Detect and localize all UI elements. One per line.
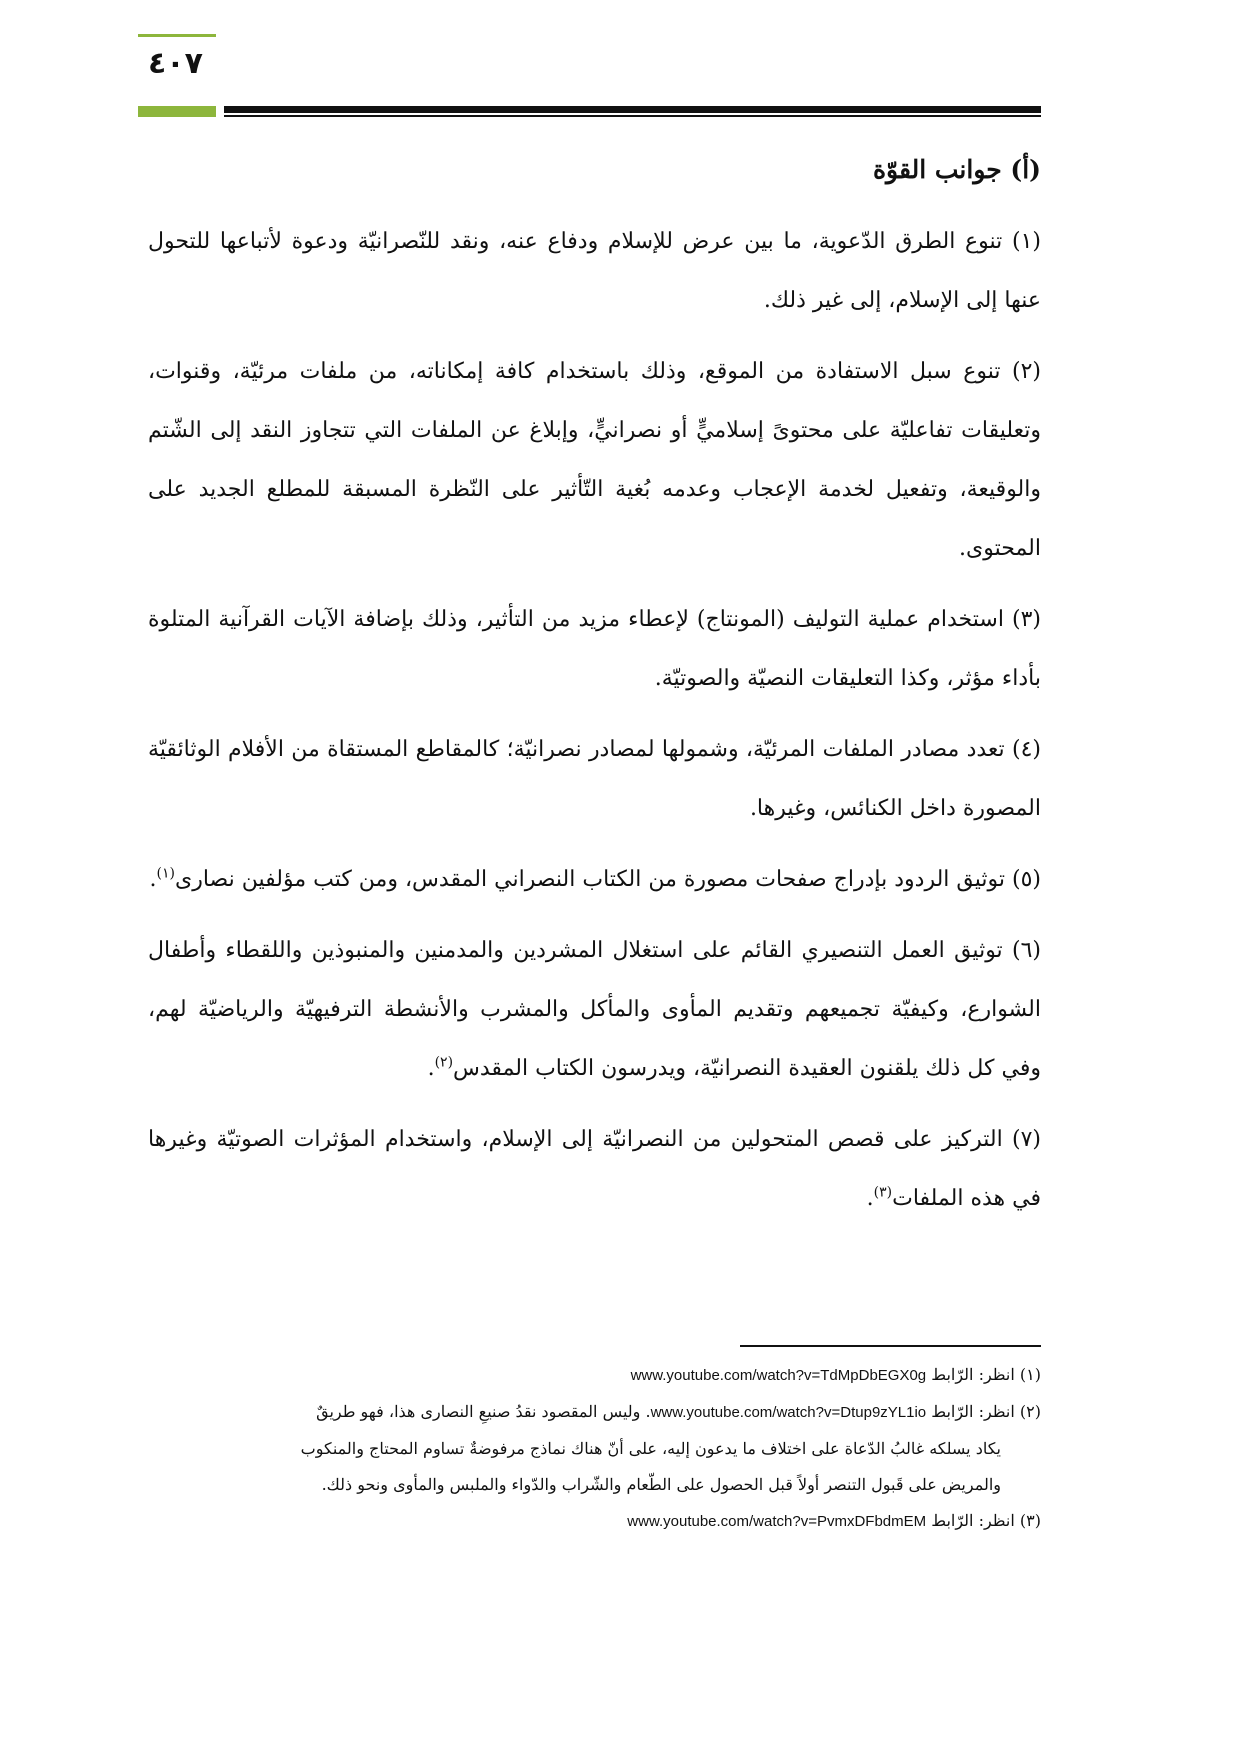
footnote-3 <box>148 1506 1041 1537</box>
footnote-2 <box>148 1397 1041 1428</box>
footnote-2-continued: يكاد يسلكه غالبُ الدّعاة على اختلاف ما يدعون إليه، على أنّ هناك نماذج مرفوضةٌ تساوم المحتاج والمنكوب <box>300 1439 1001 1458</box>
paragraph-3 <box>148 590 1041 708</box>
footnote-lead: انظر: الرّابط <box>931 1365 1015 1384</box>
footnote-1 <box>148 1360 1041 1391</box>
paragraph-text: (٢) تنوع سبل الاستفادة من الموقع، وذلك باستخدام كافة إمكاناته، من ملفات مرئيّة، وقنوات، وتعليقات تفاعليّة على محتوىً إسلاميٍّ أو نصرانيٍّ، وإبلاغ عن الملفات التي تتجاوز النقد إلى الشّتم والوقيعة، وتفعيل لخدمة الإعجاب وعدمه بُغية التّأثير على النّظرة المسبقة للمطلع الجديد على المحتوى. <box>148 359 1041 561</box>
footnote-separator <box>740 1345 1041 1347</box>
footnote-number: (٢) <box>1019 1402 1041 1421</box>
footnote-ref-2[interactable]: (٢) <box>434 1054 454 1071</box>
footnote-lead: انظر: الرّابط <box>931 1511 1015 1530</box>
header-rule-thick <box>224 106 1041 113</box>
header-rule-thin <box>224 115 1041 117</box>
section-heading: (أ) جوانب القوّة <box>872 155 1041 184</box>
footnote-number: (١) <box>1019 1365 1041 1384</box>
footnote-link[interactable]: www.youtube.com/watch?v=PvmxDFbdmEM <box>627 1513 927 1530</box>
paragraph-5: (٥) توثيق الردود بإدراج صفحات مصورة من الكتاب النصراني المقدس، ومن كتب مؤلفين نصارى$^{(١)}$. <box>149 865 1041 892</box>
paragraph-1 <box>148 212 1041 330</box>
page-number: ٤٠٧ <box>148 46 203 81</box>
paragraph-text: (٦) توثيق العمل التنصيري القائم على استغلال المشردين والمدمنين والمنبوذين واللقطاء وأطفال الشوارع، وكيفيّة تجميعهم وتقديم المأوى والمأكل والمشرب والأنشطة الترفيهيّة والرياضيّة لهم، وفي كل ذلك يلقنون العقيدة النصرانيّة، ويدرسون الكتاب المقدس <box>148 938 1041 1081</box>
paragraph-6: (٦) توثيق العمل التنصيري القائم على استغلال المشردين والمدمنين والمنبوذين واللقطاء وأطفال الشوارع، وكيفيّة تجميعهم وتقديم المأوى والمأكل والمشرب والأنشطة الترفيهيّة والرياضيّة لهم، وفي كل ذلك يلقنون العقيدة النصرانيّة، ويدرسون الكتاب المقدس$^{(٢)}$. <box>148 938 1041 1081</box>
paragraph-2 <box>148 342 1041 578</box>
footnote-number: (٣) <box>1019 1511 1041 1530</box>
header-accent-top <box>138 34 216 37</box>
footnote-2-continued: والمريض على قَبول التنصر أولاً قبل الحصول على الطّعام والشّراب والدّواء والملبس والمأوى ونحو ذلك. <box>321 1475 1001 1494</box>
paragraph-7: (٧) التركيز على قصص المتحولين من النصرانيّة إلى الإسلام، واستخدام المؤثرات الصوتيّة وغيرها في هذه الملفات$^{(٣)}$. <box>148 1127 1041 1211</box>
paragraph-text: (٣) استخدام عملية التوليف (المونتاج) لإعطاء مزيد من التأثير، وذلك بإضافة الآيات القرآنية المتلوة بأداء مؤثر، وكذا التعليقات النصيّة والصوتيّة. <box>148 607 1041 691</box>
footnote-link[interactable]: www.youtube.com/watch?v=TdMpDbEGX0g <box>630 1367 927 1384</box>
paragraph-text: (٧) التركيز على قصص المتحولين من النصرانيّة إلى الإسلام، واستخدام المؤثرات الصوتيّة وغيرها في هذه الملفات <box>148 1127 1041 1211</box>
footnote-ref-1[interactable]: (١) <box>156 865 175 882</box>
footnote-lead: انظر: الرّابط <box>931 1402 1015 1421</box>
header-accent-bottom <box>138 106 216 117</box>
footnote-text: . وليس المقصود نقدُ صنيعِ النصارى هذا، فهو طريقٌ <box>316 1402 651 1421</box>
paragraph-text: (١) تنوع الطرق الدّعوية، ما بين عرض للإسلام ودفاع عنه، ونقد للنّصرانيّة ودعوة لأتباعها للتحول عنها إلى الإسلام، إلى غير ذلك. <box>148 229 1041 313</box>
footnote-link[interactable]: www.youtube.com/watch?v=Dtup9zYL1io <box>650 1404 927 1421</box>
footnote-ref-3[interactable]: (٣) <box>873 1184 893 1201</box>
footnotes <box>148 1360 1041 1543</box>
paragraph-4 <box>148 720 1041 838</box>
paragraph-text: (٤) تعدد مصادر الملفات المرئيّة، وشمولها لمصادر نصرانيّة؛ كالمقاطع المستقاة من الأفلام الوثائقيّة المصورة داخل الكنائس، وغيرها. <box>148 737 1041 821</box>
paragraph-text: (٥) توثيق الردود بإدراج صفحات مصورة من الكتاب النصراني المقدس، ومن كتب مؤلفين نصارى <box>175 867 1041 892</box>
main-content <box>148 150 1041 1240</box>
